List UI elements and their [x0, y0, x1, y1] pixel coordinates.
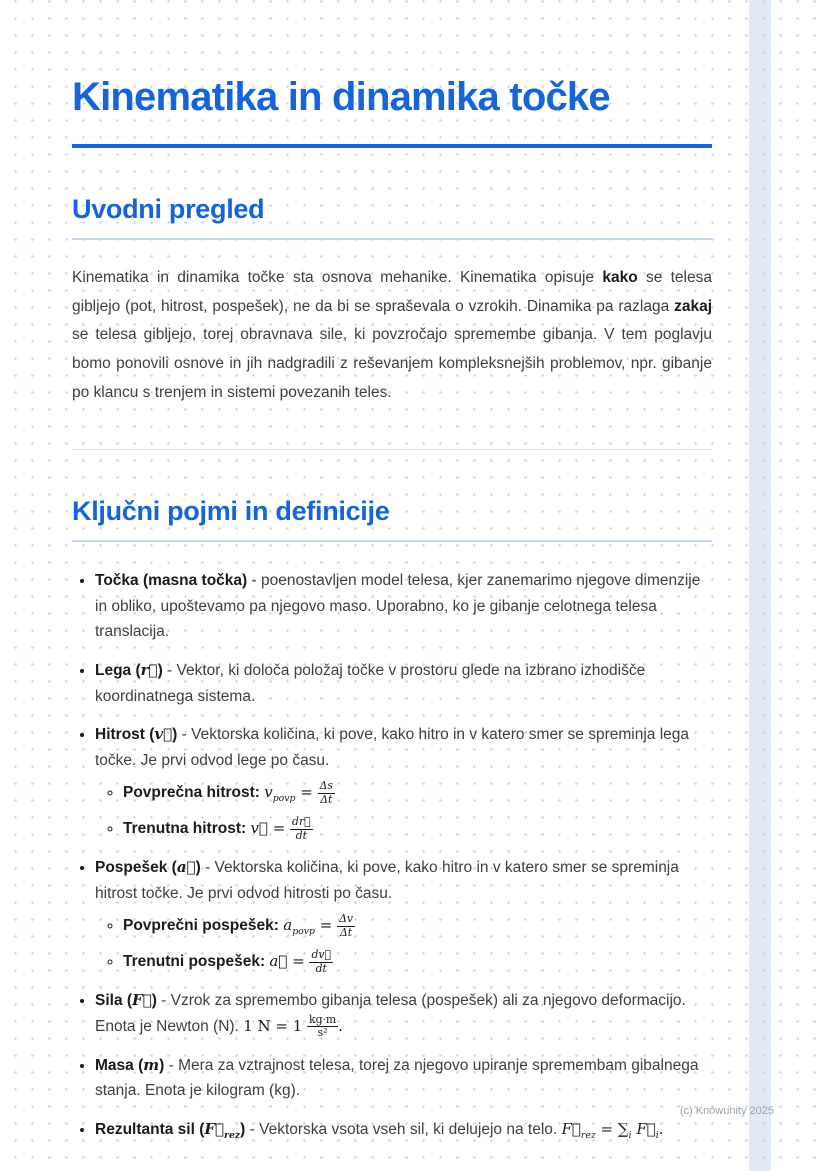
term-label — [95, 1119, 246, 1141]
formula-lhs: v⃗ — [250, 819, 268, 838]
equals-sign: = — [295, 783, 318, 802]
formula-inst-accel — [269, 948, 333, 975]
sub-label: Povprečna hitrost: — [123, 784, 265, 802]
definition-text: - Vektorska količina, ki pove, kako hitro in v katero smer se spreminja lega točke. Je prvi odvod lege po času. — [95, 726, 690, 769]
term-text: Sila ( — [95, 992, 133, 1010]
copyright-notice: (c) Knowunity 2025 — [679, 1105, 774, 1117]
term-definition — [95, 855, 712, 906]
term-text: Hitrost ( — [95, 726, 155, 744]
sub-label: Povprečni pospešek: — [123, 917, 284, 935]
concepts-list — [72, 568, 712, 1142]
page-title: Kinematika in dinamika točke — [72, 75, 610, 119]
definition-text: - Vektorska količina, ki pove, kako hitro in v katero smer se spreminja hitrost točke. Je prvi odvod hitrosti po času. — [95, 859, 679, 902]
sub-definition — [123, 913, 712, 939]
formula-period: . — [658, 1119, 664, 1138]
section-heading-concepts: Ključni pojmi in definicije — [72, 496, 712, 542]
formula-rhs-sub: i — [655, 1129, 659, 1141]
fraction-denominator: dt — [290, 829, 313, 842]
term-definition — [95, 1117, 712, 1143]
formula-lhs: F⃗ — [561, 1119, 581, 1138]
fraction — [337, 913, 355, 939]
equals-sign: = — [287, 952, 310, 971]
definition-text: - Mera za vztrajnost telesa, torej za njegovo upiranje spremembam gibalnega stanja. Enota je kilogram (kg). — [95, 1056, 699, 1100]
formula-avg-speed — [264, 779, 335, 806]
definition-text: - poenostavljen model telesa, kjer zanemarimo njegove dimenzije in obliko, upoštevamo pa njegovo maso. Uporabno, ko je gibanje celotnega telesa translacija. — [95, 572, 701, 641]
sub-item-povprecni-pospesek — [123, 913, 712, 939]
formula-inst-speed — [250, 815, 312, 842]
list-item-hitrost — [95, 722, 712, 842]
equals-sign: = — [595, 1119, 618, 1138]
title-rule — [72, 144, 712, 148]
formula-lhs: v — [264, 783, 273, 802]
formula-resultant — [561, 1119, 664, 1141]
intro-paragraph — [72, 264, 712, 407]
definition-text: - Vzrok za spremembo gibanja telesa (pospešek) ali za njegovo deformacijo. Enota je Newton (N). — [95, 992, 686, 1035]
fraction — [290, 816, 313, 842]
term-close: ) — [172, 726, 178, 744]
term-label — [95, 859, 201, 876]
list-item-masa — [95, 1053, 712, 1104]
math-symbol: m — [143, 1055, 160, 1074]
fraction-numerator: kg·m — [309, 1012, 337, 1026]
bold-zakaj: zakaj — [674, 297, 712, 315]
list-item-lega — [95, 658, 712, 709]
formula-lhs-sub: povp — [292, 926, 315, 938]
symbol-letter: F⃗ — [204, 1119, 225, 1138]
term-label — [95, 992, 157, 1009]
term-definition — [95, 722, 712, 773]
list-item-pospesek — [95, 855, 712, 975]
math-symbol: a⃗ — [176, 858, 196, 877]
right-margin-strip — [749, 0, 771, 1171]
sub-definition — [123, 949, 712, 975]
sub-definition — [123, 780, 712, 806]
formula-lhs: a⃗ — [269, 952, 288, 971]
fraction-numerator: Δs — [319, 779, 333, 793]
formula-lhs: a — [283, 916, 293, 935]
term-definition — [95, 988, 712, 1039]
equals-sign: = — [267, 819, 291, 838]
intro-text-3: se telesa gibljejo, torej obravnava sile, ki povzročajo spremembe gibanja. V tem poglavju bomo ponovili osnove in jih nadgradili z reševanjem kompleksnejših problemov, npr. gibanje po klancu s trenjem in sistemi povezanih teles. — [72, 326, 712, 401]
term-text: Rezultanta sil ( — [95, 1120, 205, 1138]
sub-label: Trenutni pospešek: — [123, 953, 270, 971]
term-label: Točka (masna točka) — [95, 572, 248, 590]
math-symbol — [204, 1119, 241, 1141]
term-label — [95, 1057, 164, 1074]
list-item-sila — [95, 988, 712, 1039]
summation-index: i — [628, 1129, 632, 1141]
math-symbol: F⃗ — [132, 991, 152, 1010]
summation-sign: ∑ — [617, 1119, 629, 1138]
fraction-denominator: dt — [309, 962, 333, 975]
intro-text-2: se telesa gibljejo (pot, hitrost, pospešek), ne da bi se spraševala o vzrokih. Dinamika pa razlaga — [72, 269, 712, 315]
fraction-denominator: s² — [307, 1026, 338, 1039]
unit-prefix: 1 N = 1 — [243, 1016, 308, 1035]
sub-item-trenutna-hitrost — [123, 816, 712, 842]
sub-label: Trenutna hitrost: — [123, 820, 251, 838]
fraction — [318, 780, 335, 806]
term-close: ) — [157, 662, 163, 680]
term-close: ) — [151, 992, 157, 1010]
math-symbol: v⃗ — [154, 725, 173, 744]
fraction-denominator: Δt — [337, 926, 355, 939]
term-close: ) — [159, 1056, 165, 1074]
sub-list-hitrost — [95, 780, 712, 842]
fraction-numerator: dv⃗ — [311, 948, 331, 962]
sub-item-povprecna-hitrost — [123, 780, 712, 806]
fraction-numerator: Δv — [339, 912, 353, 926]
formula-lhs-sub: rez — [580, 1129, 596, 1141]
term-text: Pospešek ( — [95, 859, 177, 877]
definition-text: - Vektorska vsota vseh sil, ki delujejo na telo. — [245, 1120, 562, 1138]
intro-text-1: Kinematika in dinamika točke sta osnova mehanike. Kinematika opisuje — [72, 269, 603, 286]
term-text: Masa ( — [95, 1056, 144, 1074]
sub-list-pospesek — [95, 913, 712, 975]
term-definition — [95, 568, 712, 645]
symbol-subscript: rez — [224, 1129, 241, 1141]
term-text: Lega ( — [95, 662, 141, 680]
term-close: ) — [240, 1120, 246, 1138]
list-item-rezultanta — [95, 1117, 712, 1143]
equals-sign: = — [314, 916, 338, 935]
term-close: ) — [195, 859, 201, 877]
section-heading-intro: Uvodni pregled — [72, 194, 712, 240]
list-item-tocka — [95, 568, 712, 645]
definition-text: - Vektor, ki določa položaj točke v prostoru glede na izbrano izhodišče koordinatnega sistema. — [95, 662, 646, 705]
term-label — [95, 662, 163, 679]
formula-newton-unit — [243, 1012, 343, 1040]
formula-rhs: F⃗ — [631, 1119, 656, 1138]
document-content — [72, 0, 712, 1155]
bold-kako: kako — [602, 269, 638, 286]
term-label — [95, 726, 177, 743]
fraction — [307, 1014, 338, 1040]
sub-item-trenutni-pospesek — [123, 949, 712, 975]
fraction-denominator: Δt — [318, 793, 335, 806]
fraction — [309, 949, 333, 975]
formula-lhs-sub: povp — [272, 793, 296, 805]
sub-definition — [123, 816, 712, 842]
section-intro — [72, 194, 712, 407]
section-divider — [72, 449, 712, 450]
unit-period: . — [338, 1016, 343, 1035]
section-concepts — [72, 496, 712, 1142]
term-definition — [95, 658, 712, 709]
math-symbol: r⃗ — [140, 661, 158, 680]
fraction-numerator: dr⃗ — [292, 815, 311, 829]
term-definition — [95, 1053, 712, 1104]
formula-avg-accel — [283, 912, 355, 939]
